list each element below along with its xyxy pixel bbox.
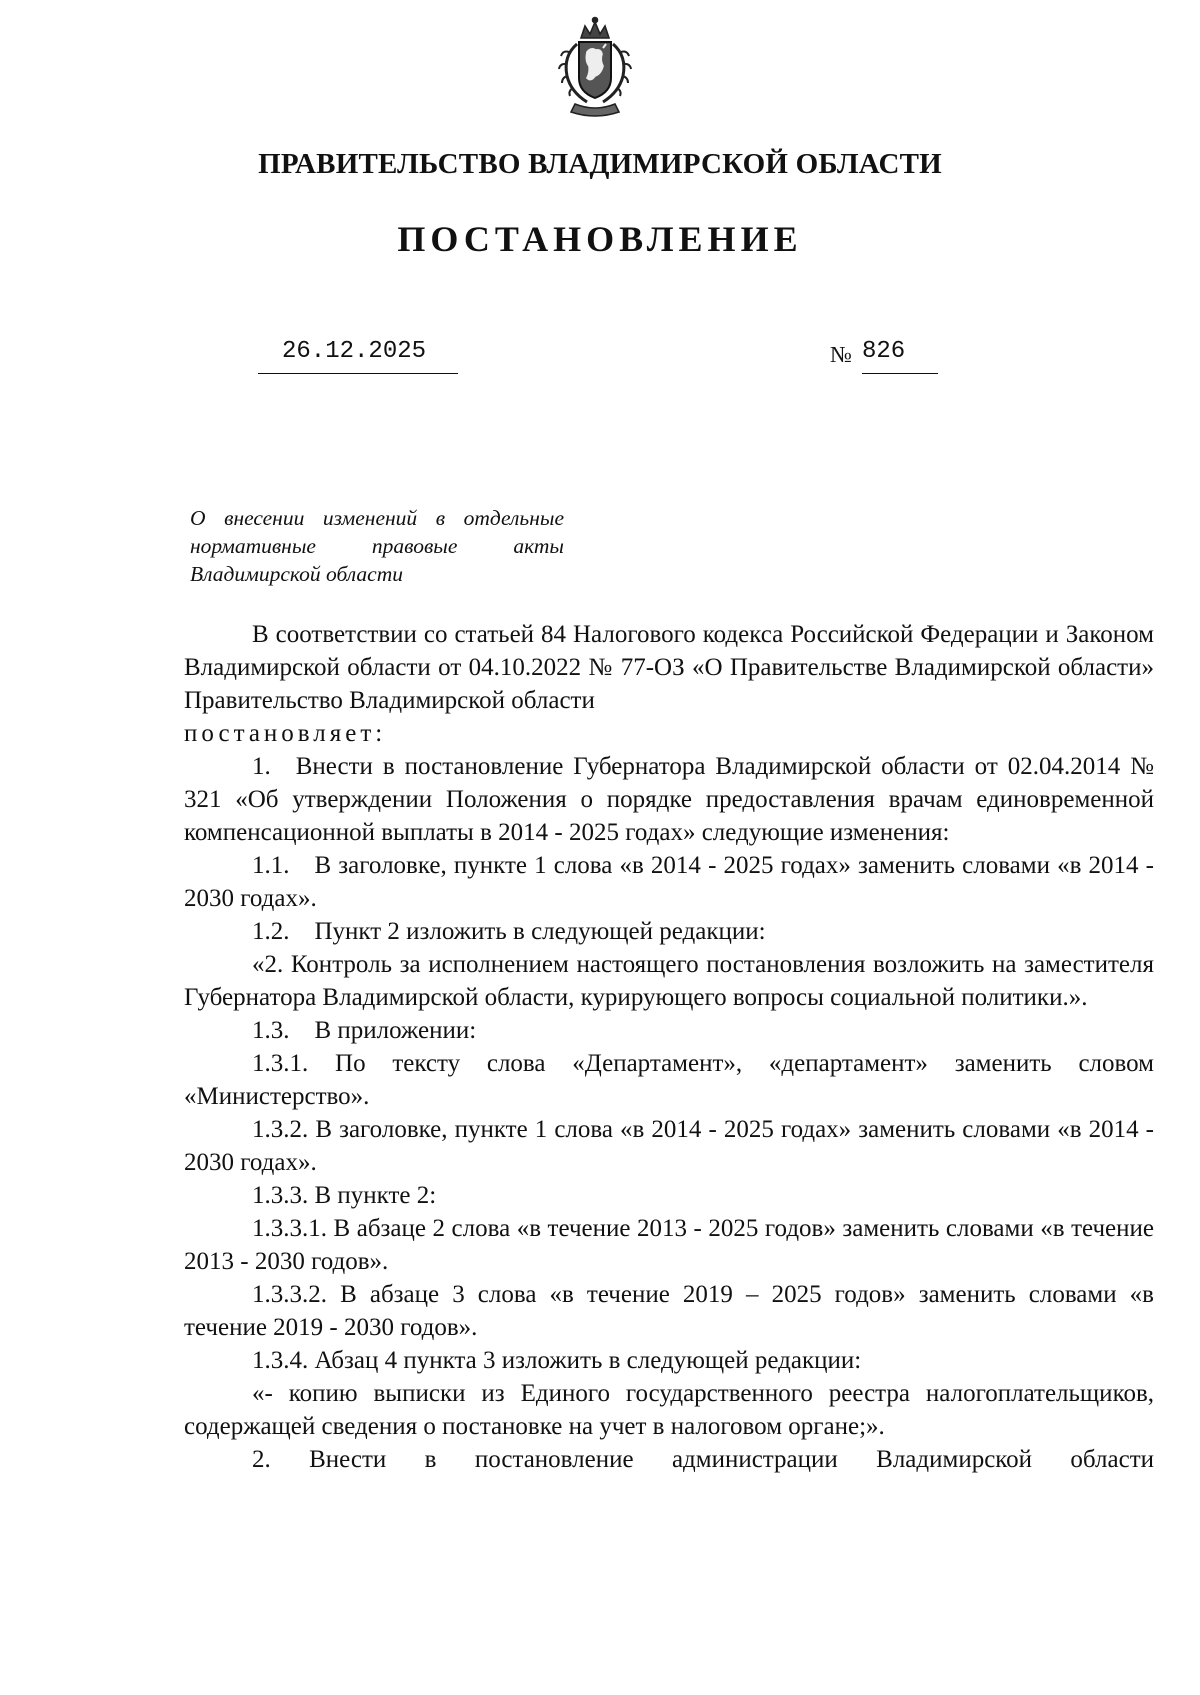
clause-1-3: 1.3. В приложении: bbox=[252, 1017, 477, 1044]
document-type-heading: ПОСТАНОВЛЕНИЕ bbox=[397, 219, 803, 259]
document-body bbox=[184, 618, 1154, 1476]
clause-1-3-4-quote: «- копию выписки из Единого государственного реестра налогоплательщиков, содержащей сведения о постановке на учет в налоговом органе;». bbox=[184, 1380, 1154, 1440]
clause-2 bbox=[184, 1443, 1154, 1476]
subject-line: нормативные правовые акты bbox=[190, 534, 564, 558]
clause-1-3-4: 1.3.4. Абзац 4 пункта 3 изложить в следующей редакции: bbox=[252, 1347, 862, 1374]
clause-1: 1. Внести в постановление Губернатора Владимирской области от 02.04.2014 № 321 «Об утверждении Положения о порядке предоставления врачам единовременной компенсационной выплаты в 2014 - 2025 годах» следующие изменения: bbox=[184, 753, 1154, 846]
resolves-word: постановляет: bbox=[184, 720, 387, 747]
clause-1-3-3-1: 1.3.3.1. В абзаце 2 слова «в течение 2013 - 2025 годов» заменить словами «в течение 2013 - 2030 годов». bbox=[184, 1215, 1154, 1275]
document-number: 826 bbox=[862, 338, 938, 374]
clause-1-3-3: 1.3.3. В пункте 2: bbox=[252, 1182, 437, 1209]
clause-1-3-3-2: 1.3.3.2. В абзаце 3 слова «в течение 2019 – 2025 годов» заменить словами «в течение 2019 - 2030 годов». bbox=[184, 1281, 1154, 1341]
clause-1-1: 1.1. В заголовке, пункте 1 слова «в 2014 - 2025 годах» заменить словами «в 2014 - 2030 годах». bbox=[184, 852, 1154, 912]
clause-1-2-quote: «2. Контроль за исполнением настоящего постановления возложить на заместителя Губернатора Владимирской области, курирующего вопросы социальной политики.». bbox=[184, 951, 1154, 1011]
clause-2-text: 2. Внести в постановление администрации Владимирской области bbox=[252, 1446, 1154, 1473]
clause-1-3-1: 1.3.1. По тексту слова «Департамент», «департамент» заменить словом «Министерство». bbox=[184, 1050, 1154, 1110]
subject-line: О внесении изменений в отдельные bbox=[190, 506, 564, 530]
preamble-paragraph: В соответствии со статьей 84 Налогового кодекса Российской Федерации и Законом Владимирской области от 04.10.2022 № 77-ОЗ «О Правительстве Владимирской области» Правительство Владимирской области bbox=[184, 621, 1154, 714]
document-date: 26.12.2025 bbox=[258, 338, 458, 374]
clause-1-3-2: 1.3.2. В заголовке, пункте 1 слова «в 2014 - 2025 годах» заменить словами «в 2014 - 2030 годах». bbox=[184, 1116, 1154, 1176]
clause-1-2: 1.2. Пункт 2 изложить в следующей редакции: bbox=[252, 918, 766, 945]
coat-of-arms-icon bbox=[545, 16, 645, 120]
document-subject bbox=[190, 504, 564, 588]
organization-title: ПРАВИТЕЛЬСТВО ВЛАДИМИРСКОЙ ОБЛАСТИ bbox=[258, 148, 942, 180]
number-sign: № bbox=[830, 342, 852, 367]
subject-line: Владимирской области bbox=[190, 562, 403, 586]
